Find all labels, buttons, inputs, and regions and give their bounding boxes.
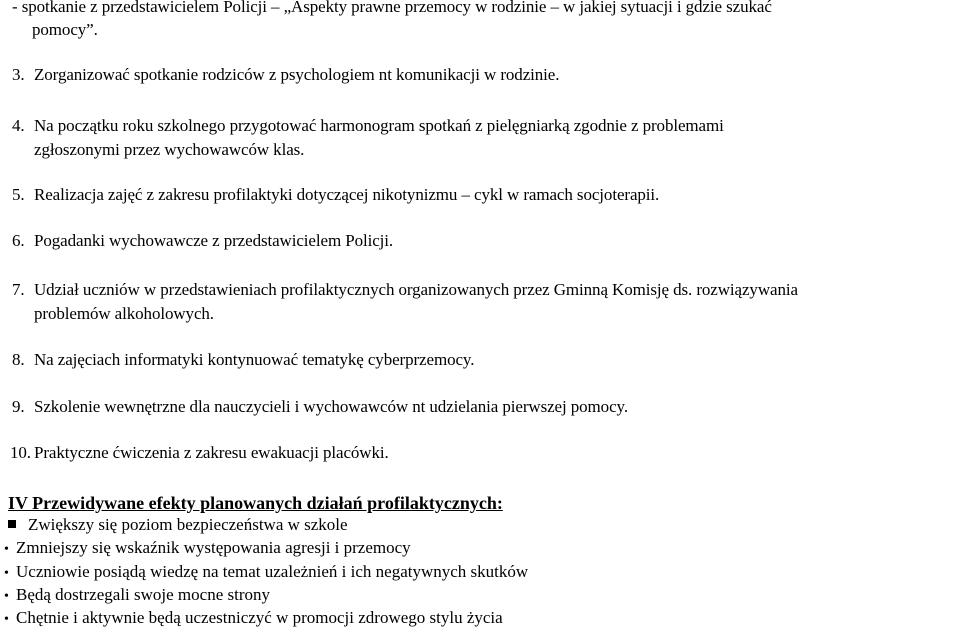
list-item-continuation: problemów alkoholowych. [34,304,214,323]
bullet-icon: • [4,589,9,604]
list-item [12,116,724,136]
list-item-number: 10. [10,443,31,462]
effect-text: Uczniowie posiądą wiedzę na temat uzależnień i ich negatywnych skutków [16,562,529,581]
list-item-text: Pogadanki wychowawcze z przedstawicielem Policji. [34,231,394,250]
list-item-continuation: zgłoszonymi przez wychowawców klas. [34,140,305,159]
list-item-number: 7. [12,280,25,299]
list-item-text: Szkolenie wewnętrzne dla nauczycieli i wychowawców nt udzielania pierwszej pomocy. [34,397,628,416]
intro-line: - spotkanie z przedstawicielem Policji – „Aspekty prawne przemocy w rodzinie – w jakiej sytuacji i gdzie szukać [12,0,772,16]
bullet-icon: • [4,542,9,557]
bullet-icon: • [4,612,9,627]
effect-item [4,562,528,584]
intro-line-continuation: pomocy”. [32,20,98,39]
list-item [12,65,559,85]
list-item-number: 4. [12,116,25,135]
list-item-number: 6. [12,231,25,250]
bullet-icon: • [4,566,9,581]
list-item-text: Zorganizować spotkanie rodziców z psychologiem nt komunikacji w rodzinie. [34,65,560,84]
effect-item [4,538,411,560]
list-item-text: Realizacja zajęć z zakresu profilaktyki dotyczącej nikotynizmu – cykl w ramach socjoterapii. [34,185,660,204]
list-item [10,443,389,463]
effect-text: Będą dostrzegali swoje mocne strony [16,585,270,604]
effect-item [4,515,348,535]
list-item-number: 8. [12,350,25,369]
section-heading: IV Przewidywane efekty planowanych działań profilaktycznych: [8,493,503,513]
list-item [12,280,798,300]
list-item [12,231,393,251]
effect-item [4,608,503,630]
list-item-text: Praktyczne ćwiczenia z zakresu ewakuacji placówki. [34,443,389,462]
list-item-text: Na zajęciach informatyki kontynuować tematykę cyberprzemocy. [34,350,475,369]
list-item [12,350,474,370]
effect-item [4,585,270,607]
list-item-number: 5. [12,185,25,204]
list-item-text: Na początku roku szkolnego przygotować harmonogram spotkań z pielęgniarką zgodnie z problemami [34,116,724,135]
list-item-number: 9. [12,397,25,416]
square-bullet-icon [8,520,16,528]
effect-text: Chętnie i aktywnie będą uczestniczyć w promocji zdrowego stylu życia [16,608,503,627]
list-item-number: 3. [12,65,25,84]
effect-text: Zwiększy się poziom bezpieczeństwa w szkole [28,515,348,534]
list-item [12,185,659,205]
list-item-text: Udział uczniów w przedstawieniach profilaktycznych organizowanych przez Gminną Komisję ds. rozwiązywania [34,280,798,299]
effect-text: Zmniejszy się wskaźnik występowania agresji i przemocy [16,538,411,557]
list-item [12,397,628,417]
